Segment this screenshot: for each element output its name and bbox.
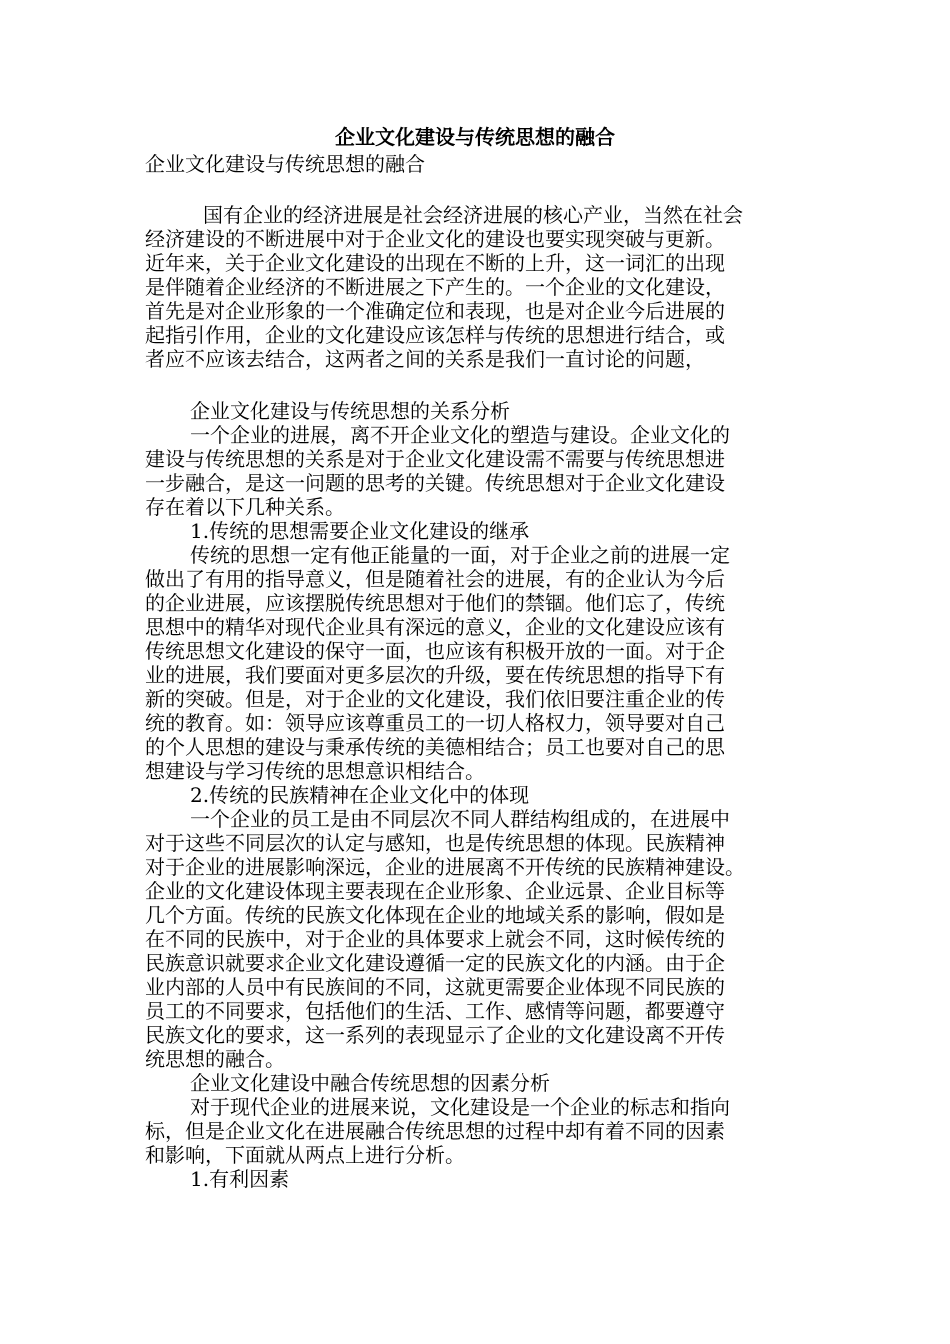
paragraph-line: 对于这些不同层次的认定与感知，也是传统思想的体现。民族精神: [145, 831, 725, 855]
paragraph-line: 一步融合，是这一问题的思考的关键。传统思想对于企业文化建设: [145, 471, 725, 495]
document-subtitle: 企业文化建设与传统思想的融合: [145, 152, 425, 176]
paragraph-line: 和影响，下面就从两点上进行分析。: [145, 1143, 465, 1167]
paragraph-line: 企业的文化建设体现主要表现在企业形象、企业远景、企业目标等: [145, 879, 725, 903]
document-title: 企业文化建设与传统思想的融合: [335, 125, 615, 149]
paragraph-line: 对于企业的进展影响深远，企业的进展离不开传统的民族精神建设。: [145, 855, 745, 879]
paragraph-line: 存在着以下几种关系。: [145, 495, 345, 519]
paragraph-line: 几个方面。传统的民族文化体现在企业的地域关系的影响，假如是: [145, 903, 725, 927]
paragraph-line: 做出了有用的指导意义，但是随着社会的进展，有的企业认为今后: [145, 567, 725, 591]
paragraph-line: 者应不应该去结合，这两者之间的关系是我们一直讨论的问题，: [145, 347, 705, 371]
section-heading: 企业文化建设与传统思想的关系分析: [190, 399, 510, 423]
paragraph-line: 民族文化的要求，这一系列的表现显示了企业的文化建设离不开传: [145, 1023, 725, 1047]
subsection-heading: 1.传统的思想需要企业文化建设的继承: [190, 519, 530, 543]
paragraph-line: 标，但是企业文化在进展融合传统思想的过程中却有着不同的因素: [145, 1119, 725, 1143]
paragraph-line: 传统的思想一定有他正能量的一面，对于企业之前的进展一定: [190, 543, 730, 567]
paragraph-line: 统思想的融合。: [145, 1047, 285, 1071]
paragraph-line: 的企业进展，应该摆脱传统思想对于他们的禁锢。他们忘了，传统: [145, 591, 725, 615]
paragraph-line: 首先是对企业形象的一个准确定位和表现，也是对企业今后进展的: [145, 299, 725, 323]
paragraph-line: 起指引作用，企业的文化建设应该怎样与传统的思想进行结合，或: [145, 323, 725, 347]
paragraph-line: 对于现代企业的进展来说，文化建设是一个企业的标志和指向: [190, 1095, 730, 1119]
paragraph-line: 民族意识就要求企业文化建设遵循一定的民族文化的内涵。由于企: [145, 951, 725, 975]
paragraph-line: 员工的不同要求，包括他们的生活、工作、感情等问题，都要遵守: [145, 999, 725, 1023]
paragraph-line: 国有企业的经济进展是社会经济进展的核心产业，当然在社会: [203, 203, 743, 227]
paragraph-line: 统的教育。如：领导应该尊重员工的一切人格权力，领导要对自己: [145, 711, 725, 735]
paragraph-line: 在不同的民族中，对于企业的具体要求上就会不同，这时候传统的: [145, 927, 725, 951]
paragraph-line: 思想中的精华对现代企业具有深远的意义，企业的文化建设应该有: [145, 615, 725, 639]
paragraph-line: 业内部的人员中有民族间的不同，这就更需要企业体现不同民族的: [145, 975, 725, 999]
paragraph-line: 新的突破。但是，对于企业的文化建设，我们依旧要注重企业的传: [145, 687, 725, 711]
paragraph-line: 业的进展，我们要面对更多层次的升级，要在传统思想的指导下有: [145, 663, 725, 687]
paragraph-line: 是伴随着企业经济的不断进展之下产生的。一个企业的文化建设，: [145, 275, 725, 299]
paragraph-line: 近年来，关于企业文化建设的出现在不断的上升，这一词汇的出现: [145, 251, 725, 275]
subsection-heading: 2.传统的民族精神在企业文化中的体现: [190, 783, 530, 807]
paragraph-line: 一个企业的进展，离不开企业文化的塑造与建设。企业文化的: [190, 423, 730, 447]
subsection-heading: 1.有利因素: [190, 1167, 290, 1191]
paragraph-line: 的个人思想的建设与秉承传统的美德相结合；员工也要对自己的思: [145, 735, 725, 759]
paragraph-line: 经济建设的不断进展中对于企业文化的建设也要实现突破与更新。: [145, 227, 725, 251]
paragraph-line: 一个企业的员工是由不同层次不同人群结构组成的，在进展中: [190, 807, 730, 831]
paragraph-line: 传统思想文化建设的保守一面，也应该有积极开放的一面。对于企: [145, 639, 725, 663]
paragraph-line: 建设与传统思想的关系是对于企业文化建设需不需要与传统思想进: [145, 447, 725, 471]
paragraph-line: 想建设与学习传统的思想意识相结合。: [145, 759, 485, 783]
section-heading: 企业文化建设中融合传统思想的因素分析: [190, 1071, 550, 1095]
